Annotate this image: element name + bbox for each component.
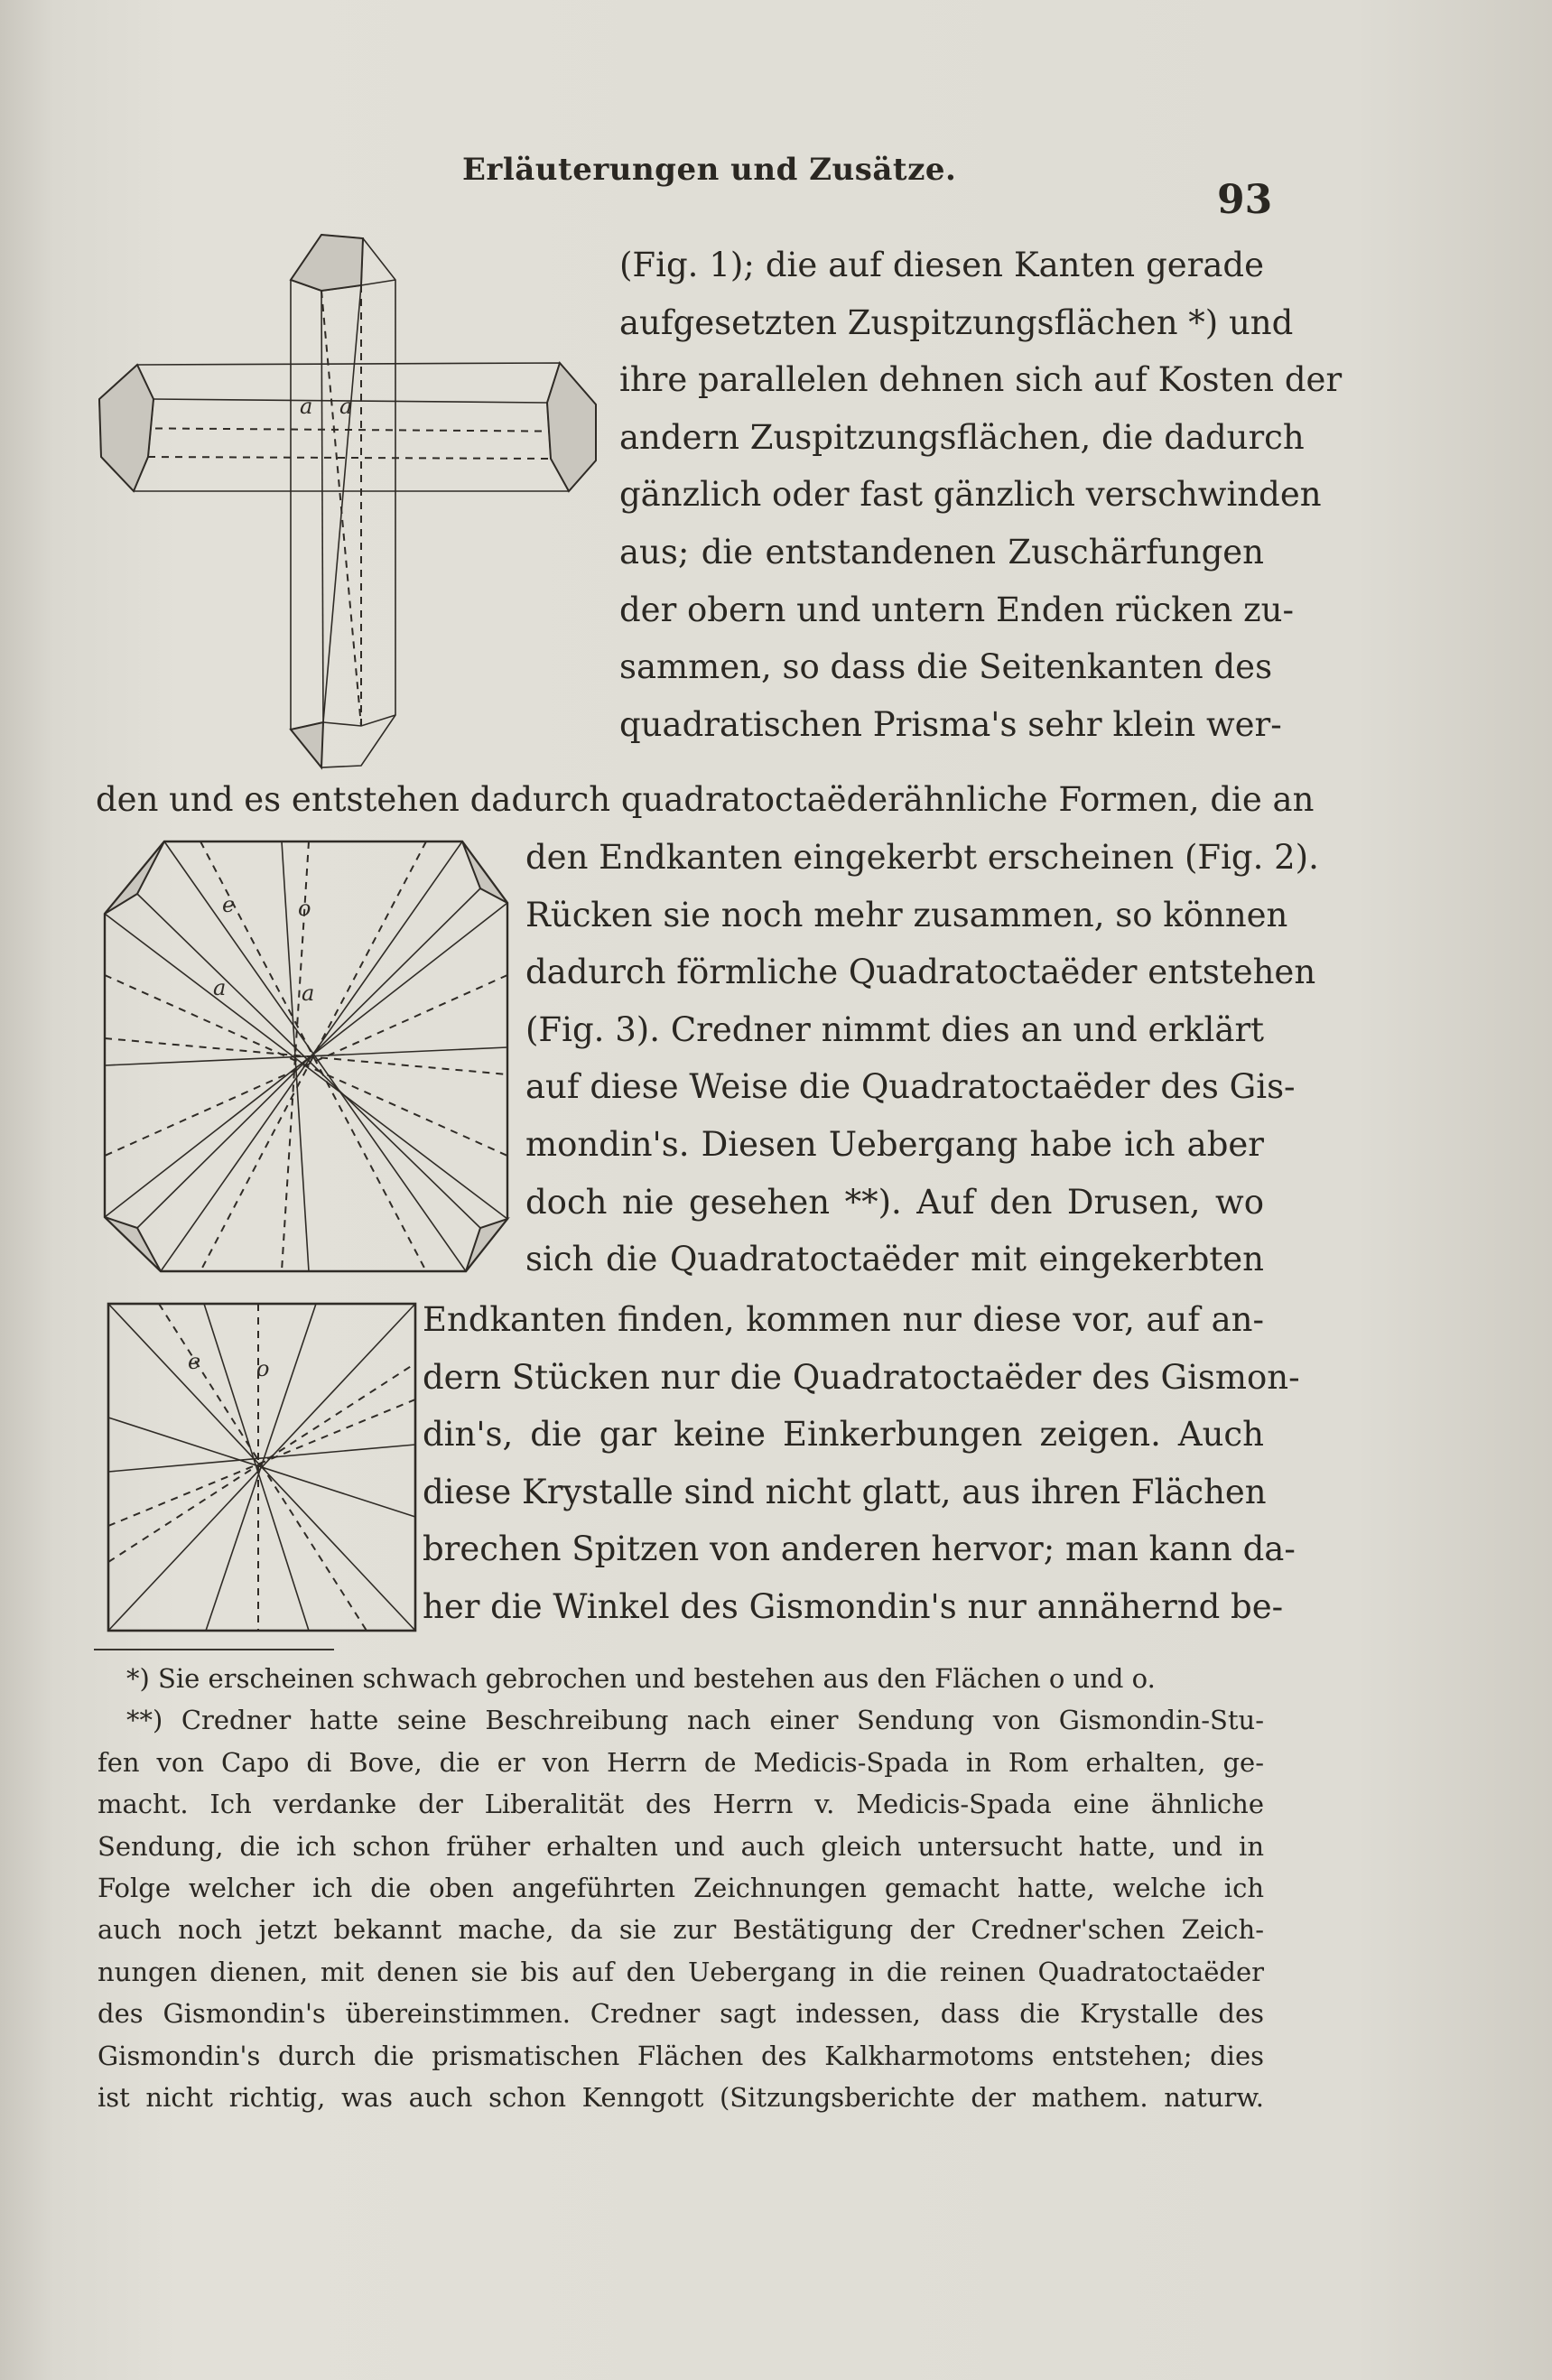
text-line: doch nie gesehen **). Auf den Drusen, wo: [525, 1182, 1264, 1222]
text-line: ihre parallelen dehnen sich auf Kosten der: [619, 360, 1343, 400]
text-line: sammen, so dass die Seitenkanten des: [619, 647, 1273, 687]
figure-2-label-a-left: a: [213, 975, 227, 1000]
footnote-2-line: Gismondin's durch die prismatischen Flächen des Kalkharmotoms entstehen; dies: [98, 2040, 1264, 2071]
figure-3-label-e: e: [188, 1349, 201, 1374]
footnote-2-line: macht. Ich verdanke der Liberalität des Herrn v. Medicis-Spada eine ähnliche: [98, 1789, 1264, 1820]
footnote-2-line: Folge welcher ich die oben angeführten Zeichnungen gemacht hatte, welche ich: [98, 1872, 1264, 1903]
text-line: aus; die entstandenen Zuschärfungen: [619, 532, 1264, 572]
footnote-2-line: des Gismondin's übereinstimmen. Credner sagt indessen, dass die Krystalle des: [98, 1998, 1264, 2030]
page-number: 93: [1217, 177, 1273, 223]
text-line: her die Winkel des Gismondin's nur annähernd be-: [423, 1586, 1284, 1626]
footnote-2-line: **) Credner hatte seine Beschreibung nach einer Sendung von Gismondin-Stu-: [126, 1705, 1264, 1736]
text-line: dern Stücken nur die Quadratoctaëder des Gismon-: [423, 1357, 1300, 1397]
footnote-2-line: Sendung, die ich schon früher erhalten und auch gleich untersucht hatte, und in: [98, 1830, 1264, 1862]
text-line: mondin's. Diesen Uebergang habe ich aber: [525, 1124, 1264, 1164]
figure-3-square-octahedron: [105, 1300, 421, 1634]
text-line: brechen Spitzen von anderen hervor; man kann da-: [423, 1529, 1296, 1569]
figure-1-label-a-left: a: [300, 394, 313, 419]
text-line: Rücken sie noch mehr zusammen, so können: [525, 895, 1288, 934]
text-line: din's, die gar keine Einkerbungen zeigen. Auch: [423, 1415, 1264, 1455]
figure-2-label-o: o: [298, 896, 311, 921]
footnote-2-line: fen von Capo di Bove, die er von Herrn de Medicis-Spada in Rom erhalten, ge-: [98, 1746, 1264, 1778]
text-line: den und es entstehen dadurch quadratoctaëderähnliche Formen, die an: [96, 780, 1315, 819]
body-text-block-a: [619, 237, 1343, 753]
running-title: Erläuterungen und Zusätze.: [462, 152, 957, 188]
body-text-block-c: [525, 829, 1319, 1288]
footnote-2-line: ist nicht richtig, was auch schon Kenngott (Sitzungsberichte der mathem. naturw.: [98, 2081, 1264, 2113]
text-line: sich die Quadratoctaëder mit eingekerbten: [525, 1240, 1264, 1279]
figure-3-label-o: o: [256, 1356, 270, 1381]
footnote-2-line: nungen dienen, mit denen sie bis auf den Uebergang in die reinen Quadratoctaëder: [98, 1956, 1264, 1987]
footnote-1: *) Sie erscheinen schwach gebrochen und bestehen aus den Flächen o und o.: [126, 1663, 1156, 1694]
footnote-rule: [94, 1649, 334, 1650]
text-line: Endkanten finden, kommen nur diese vor, auf an-: [423, 1300, 1264, 1339]
text-line: andern Zuspitzungsflächen, die dadurch: [619, 417, 1305, 457]
text-line: (Fig. 1); die auf diesen Kanten gerade: [619, 246, 1264, 284]
text-line: den Endkanten eingekerbt erscheinen (Fig. 2).: [525, 838, 1319, 877]
body-text-block-b: [96, 771, 1315, 829]
figure-2-label-a-right: a: [302, 981, 315, 1006]
figure-1-cross-crystal: [90, 228, 596, 769]
text-line: (Fig. 3). Credner nimmt dies an und erklärt: [525, 1009, 1264, 1049]
body-text-block-d: [423, 1291, 1300, 1636]
page-header: [0, 152, 1552, 223]
text-line: quadratischen Prisma's sehr klein wer-: [619, 704, 1282, 744]
text-line: diese Krystalle sind nicht glatt, aus ihren Flächen: [423, 1472, 1267, 1511]
text-line: dadurch förmliche Quadratoctaëder entstehen: [525, 953, 1316, 992]
text-line: der obern und untern Enden rücken zu-: [619, 590, 1294, 629]
text-line: aufgesetzten Zuspitzungsflächen *) und: [619, 302, 1294, 342]
text-line: gänzlich oder fast gänzlich verschwinden: [619, 475, 1322, 515]
footnotes: [98, 1658, 1264, 2118]
figure-1-label-a-right: a: [339, 394, 353, 419]
figure-2-label-e: e: [222, 892, 236, 917]
footnote-2-line: auch noch jetzt bekannt mache, da sie zur Bestätigung der Credner'schen Zeich-: [98, 1914, 1264, 1946]
text-line: auf diese Weise die Quadratoctaëder des Gis-: [525, 1067, 1296, 1107]
figure-2-notched-octahedron: [101, 840, 525, 1273]
